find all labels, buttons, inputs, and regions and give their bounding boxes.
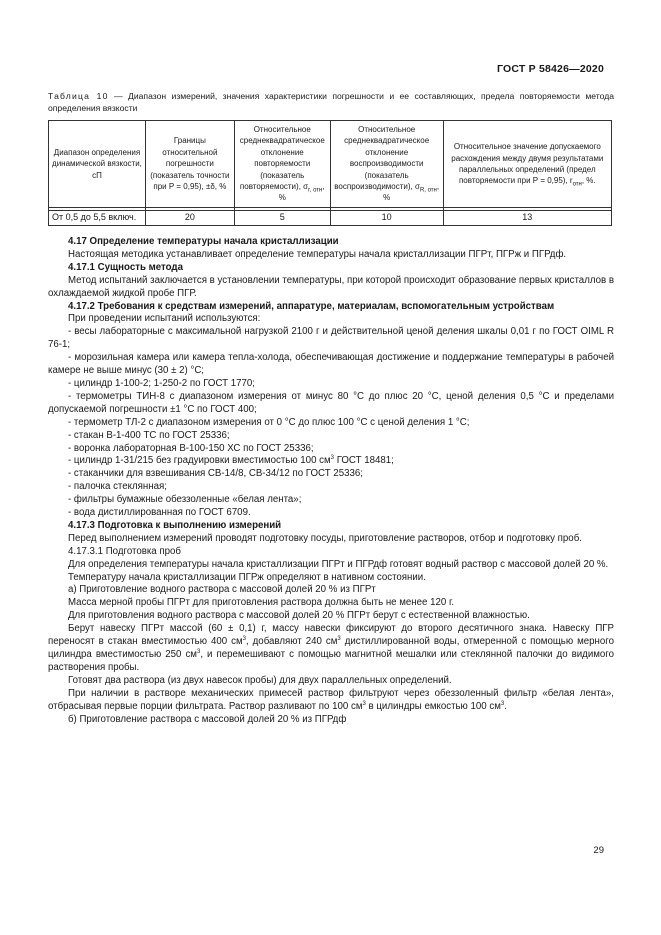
cell-repeatability: 5 xyxy=(234,210,330,225)
paragraph: Перед выполнением измерений проводят подготовку посуды, приготовление растворов, отбор и подготовку проб. xyxy=(68,532,582,544)
cell-limit: 13 xyxy=(443,210,611,225)
paragraph: б) Приготовление раствора с массовой долей 20 % из ПГРдф xyxy=(68,713,347,725)
header-repeatability: Относительное среднеквадратическое отклонение повторяемости (показатель повторяемости), $\sigma_{r, отн}$, % xyxy=(234,121,330,208)
paragraph: Масса мерной пробы ПГРт для приготовления раствора должна быть не менее 120 г. xyxy=(68,597,455,609)
cell-reproducibility: 10 xyxy=(330,210,443,225)
paragraph: При проведении испытаний используются: xyxy=(68,313,261,325)
header-repeatability-limit: Относительное значение допускаемого расхождения между двумя результатами параллельных определений (предел повторяемости при Р = 0,95), $r_{отн}$, %. xyxy=(443,121,611,208)
list-item: - вода дистиллированная по ГОСТ 6709. xyxy=(68,507,251,519)
list-item: - стакан В-1-400 ТС по ГОСТ 25336; xyxy=(68,429,230,441)
list-item: - термометры ТИН-8 с диапазоном измерения от минус 80 °С до плюс 20 °С, ценой деления 0,5 °С и пределами допускаемой погрешности ±1 °С по ГОСТ 400; xyxy=(48,390,614,415)
list-item: - весы лабораторные с максимальной нагрузкой 2100 г и действительной ценой деления шкалы 0,01 г по ГОСТ OIML R 76-1; xyxy=(48,326,614,351)
paragraph: Для приготовления водного раствора с массовой долей 20 % ПГРт берут с естественной влажностью. xyxy=(68,610,530,622)
section-heading-4-17-3: 4.17.3 Подготовка к выполнению измерений xyxy=(68,519,282,531)
header-range: Диапазон определения динамической вязкости, сП xyxy=(49,121,146,208)
table-caption-text: — Диапазон измерений, значения характеристики погрешности и ее составляющих, предела повторяемости метода определения вязкости xyxy=(48,91,614,113)
paragraph: Температуру начала кристаллизации ПГРж определяют в нативном состоянии. xyxy=(68,571,426,583)
section-heading-4-17-2: 4.17.2 Требования к средствам измерений, аппаратуре, материалам, вспомогательным устройствам xyxy=(68,300,555,312)
standard-designation: ГОСТ Р 58426—2020 xyxy=(496,63,604,75)
section-heading-4-17-1: 4.17.1 Сущность метода xyxy=(68,261,183,273)
paragraph: Настоящая методика устанавливает определение температуры начала кристаллизации ПГРт, ПГРж и ПГРдф. xyxy=(68,248,567,260)
table-row xyxy=(49,210,612,225)
table-caption xyxy=(48,91,614,114)
page-number: 29 xyxy=(593,845,604,856)
table-header-row xyxy=(49,121,612,208)
table-caption-name: Таблица 10 xyxy=(48,91,109,101)
section-heading-4-17: 4.17 Определение температуры начала кристаллизации xyxy=(68,236,339,247)
list-item: - воронка лабораторная В-100-150 ХС по ГОСТ 25336; xyxy=(68,442,314,454)
subsection-heading: 4.17.3.1 Подготовка проб xyxy=(68,545,181,557)
list-item: - фильтры бумажные обеззоленные «белая лента»; xyxy=(68,494,302,506)
measurement-table xyxy=(48,120,612,226)
header-accuracy: Границы относительной погрешности (показатель точности при Р = 0,95), ±δ, % xyxy=(145,121,234,208)
paragraph: Для определения температуры начала кристаллизации ПГРт и ПГРдф готовят водный раствор с массовой долей 20 %. xyxy=(68,558,609,570)
paragraph: Метод испытаний заключается в установлении температуры, при которой происходит образование первых кристаллов в охлаждаемой жидкой пробе ПГР. xyxy=(48,274,614,299)
paragraph: При наличии в растворе механических примесей раствор фильтруют через обеззоленный фильтр «белая лента», отбрасывая первые порции фильтрата. Раствор разливают по 100 $см^3$ в цилиндры емкостью 100 $см^3$. xyxy=(48,687,614,712)
header-reproducibility: Относительное среднеквадратическое отклонение воспроизводимости (показатель воспроизводимости), $\sigma_{R, отн}$, % xyxy=(330,121,443,208)
list-item: - палочка стеклянная; xyxy=(68,481,167,493)
paragraph: Готовят два раствора (из двух навесок пробы) для двух параллельных определений. xyxy=(68,674,452,686)
paragraph: а) Приготовление водного раствора с массовой долей 20 % из ПГРт xyxy=(68,584,376,596)
list-item: - морозильная камера или камера тепла-холода, обеспечивающая достижение и поддержание температуры в рабочей камере не выше минус (30 ± 2) °С; xyxy=(48,352,614,377)
document-body xyxy=(48,236,614,726)
cell-accuracy: 20 xyxy=(145,210,234,225)
list-item: - стаканчики для взвешивания СВ-14/8, СВ-34/12 по ГОСТ 25336; xyxy=(68,468,363,480)
list-item: - цилиндр 1-100-2; 1-250-2 по ГОСТ 1770; xyxy=(68,377,255,389)
paragraph: Берут навеску ПГРт массой (60 ± 0,1) г, массу навески фиксируют до второго десятичного знака. Навеску ПГР переносят в стакан вместимостью 400 $см^3$, добавляют 240 $см^3$ дистиллированной воды, отмеренной с помощью мерного цилиндра вместимостью 250 $см^3$, и перемешивают с помощью магнитной мешалки или стеклянной палочки до видимого растворения пробы. xyxy=(48,623,614,673)
cell-range: От 0,5 до 5,5 включ. xyxy=(49,210,146,225)
list-item: - цилиндр 1-31/215 без градуировки вместимостью 100 $см^3$ ГОСТ 18481; xyxy=(68,455,394,467)
list-item: - термометр ТЛ-2 с диапазоном измерения от 0 °С до плюс 100 °С с ценой деления 1 °С; xyxy=(68,416,470,428)
